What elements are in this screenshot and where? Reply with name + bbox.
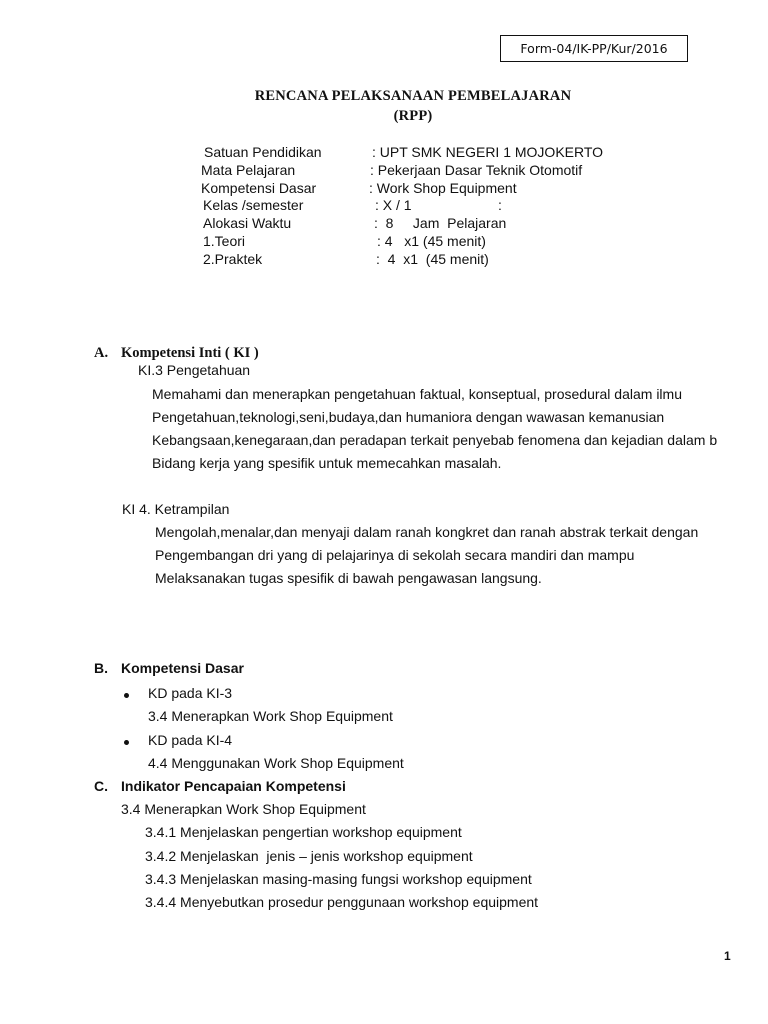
identity-label-praktek: 2.Praktek bbox=[203, 251, 263, 267]
identity-value-kelas: : X / 1 bbox=[375, 197, 412, 213]
kd-item-sub: 4.4 Menggunakan Work Shop Equipment bbox=[148, 755, 404, 771]
identity-value-alokasi: : 8 Jam Pelajaran bbox=[374, 215, 507, 231]
ki3-line: Bidang kerja yang spesifik untuk memecahkan masalah. bbox=[152, 455, 502, 471]
form-code-box bbox=[500, 35, 688, 62]
indicator-item: 3.4.3 Menjelaskan masing-masing fungsi workshop equipment bbox=[145, 871, 532, 887]
identity-label-satuan: Satuan Pendidikan bbox=[204, 144, 322, 160]
identity-value-satuan: : UPT SMK NEGERI 1 MOJOKERTO bbox=[372, 144, 604, 160]
indicator-item: 3.4.4 Menyebutkan prosedur penggunaan workshop equipment bbox=[145, 894, 539, 910]
identity-value-teori: : 4 x1 (45 menit) bbox=[377, 233, 486, 249]
bullet-icon bbox=[124, 740, 129, 745]
ki3-line: Kebangsaan,kenegaraan,dan peradapan terkait penyebab fenomena dan kejadian dalam b bbox=[152, 432, 718, 448]
ki3-line: Memahami dan menerapkan pengetahuan faktual, konseptual, prosedural dalam ilmu bbox=[152, 386, 682, 402]
identity-value-praktek: : 4 x1 (45 menit) bbox=[376, 251, 489, 267]
indicator-item: 3.4.1 Menjelaskan pengertian workshop equipment bbox=[145, 824, 462, 840]
identity-label-kd: Kompetensi Dasar bbox=[201, 180, 317, 196]
indicator-item: 3.4.2 Menjelaskan jenis – jenis workshop equipment bbox=[145, 848, 473, 864]
document-subtitle: (RPP) bbox=[393, 108, 433, 124]
identity-label-alokasi: Alokasi Waktu bbox=[203, 215, 292, 231]
ki3-title: KI.3 Pengetahuan bbox=[138, 362, 251, 378]
section-a-title: Kompetensi Inti ( KI ) bbox=[121, 345, 259, 361]
kd-item-label: KD pada KI-3 bbox=[148, 685, 233, 701]
kd-item-label: KD pada KI-4 bbox=[148, 732, 233, 748]
ki4-title: KI 4. Ketrampilan bbox=[122, 501, 230, 517]
ki4-line: Melaksanakan tugas spesifik di bawah pengawasan langsung. bbox=[155, 570, 542, 586]
section-c-title: Indikator Pencapaian Kompetensi bbox=[121, 778, 346, 794]
section-c-heading: C. bbox=[94, 778, 108, 794]
ki4-line: Pengembangan dri yang di pelajarinya di sekolah secara mandiri dan mampu bbox=[155, 547, 635, 563]
identity-extra-colon: : bbox=[498, 197, 502, 213]
identity-label-teori: 1.Teori bbox=[203, 233, 246, 249]
section-b-title: Kompetensi Dasar bbox=[121, 660, 244, 676]
section-a-heading: A. bbox=[94, 345, 109, 361]
document-title: RENCANA PELAKSANAAN PEMBELAJARAN bbox=[254, 88, 572, 104]
bullet-icon bbox=[124, 693, 129, 698]
ki4-line: Mengolah,menalar,dan menyaji dalam ranah kongkret dan ranah abstrak terkait dengan bbox=[155, 524, 699, 540]
identity-label-mapel: Mata Pelajaran bbox=[201, 162, 296, 178]
kd-item-sub: 3.4 Menerapkan Work Shop Equipment bbox=[148, 708, 393, 724]
identity-label-kelas: Kelas /semester bbox=[203, 197, 304, 213]
section-b-heading: B. bbox=[94, 660, 108, 676]
ki3-line: Pengetahuan,teknologi,seni,budaya,dan humaniora dengan wawasan kemanusian bbox=[152, 409, 665, 425]
identity-value-kd: : Work Shop Equipment bbox=[369, 180, 517, 196]
page-number: 1 bbox=[724, 949, 731, 963]
form-code: Form-04/IK-PP/Kur/2016 bbox=[520, 41, 668, 56]
identity-value-mapel: : Pekerjaan Dasar Teknik Otomotif bbox=[370, 162, 583, 178]
indicator-group: 3.4 Menerapkan Work Shop Equipment bbox=[121, 801, 366, 817]
